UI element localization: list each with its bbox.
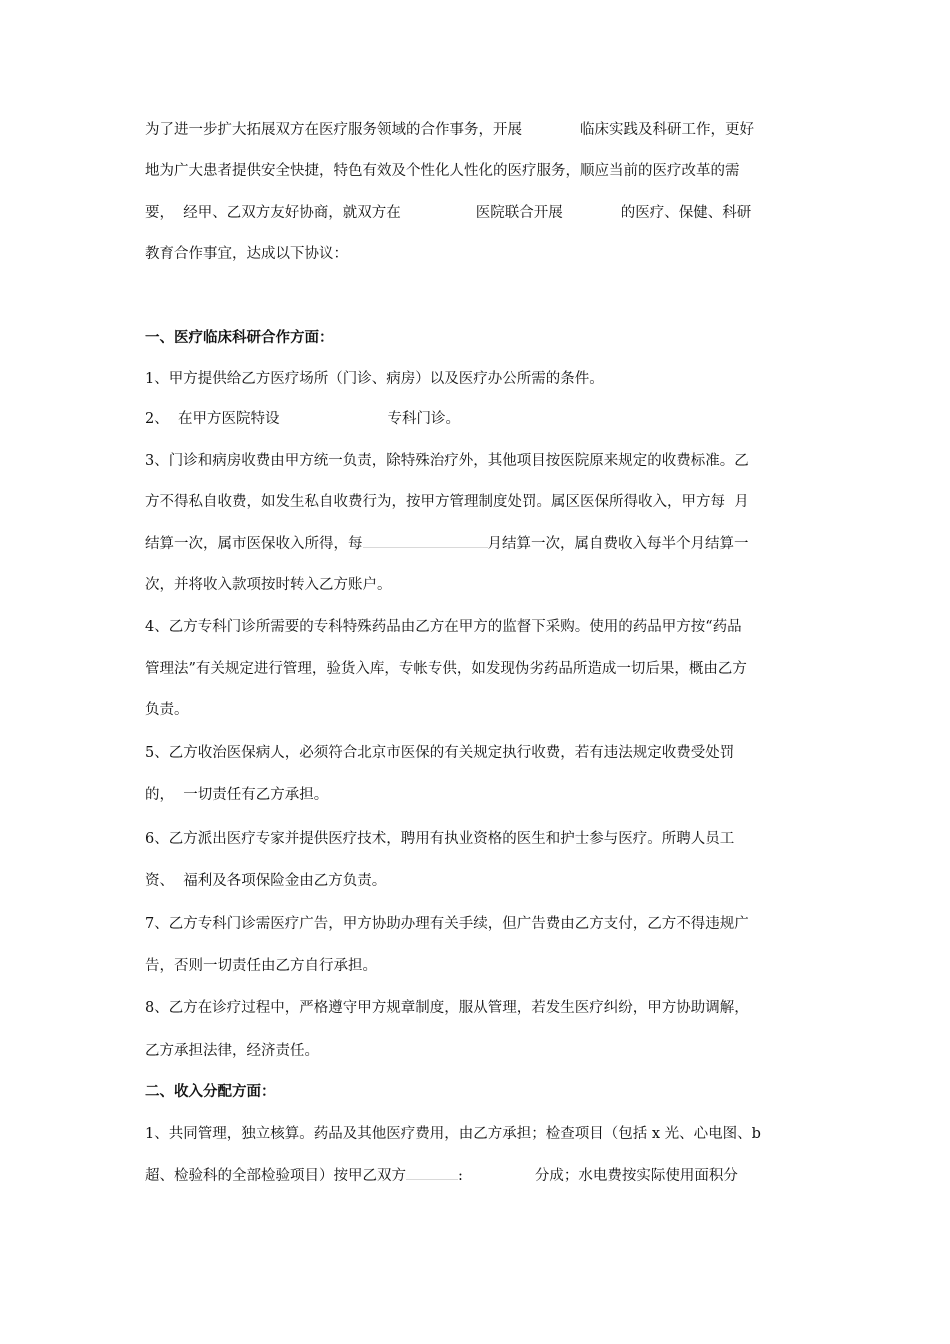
clause-7-line-2: 告，否则一切责任由乙方自行承担。 xyxy=(145,958,377,974)
intro-line-1 xyxy=(145,120,754,140)
clause-6-line-1: 6、乙方派出医疗专家并提供医疗技术，聘用有执业资格的医生和护士参与医疗。所聘人员工 xyxy=(145,831,735,847)
intro-text: 医院联合开展 xyxy=(475,205,563,221)
income-clause-1-line-1: 1、共同管理，独立核算。药品及其他医疗费用，由乙方承担；检查项目（包括 x 光、心电图、b xyxy=(145,1126,761,1142)
clause-1: 1、甲方提供给乙方医疗场所（门诊、病房）以及医疗办公所需的条件。 xyxy=(145,371,604,387)
intro-line-4: 教育合作事宜，达成以下协议： xyxy=(145,246,348,262)
clause-7-line-1: 7、乙方专科门诊需医疗广告，甲方协助办理有关手续，但广告费由乙方支付，乙方不得违规广 xyxy=(145,916,749,932)
clause-3-line-2: 方不得私自收费，如发生私自收费行为，按甲方管理制度处罚。属区医保所得收入，甲方每 月 xyxy=(145,494,749,510)
clause-4-line-3: 负责。 xyxy=(145,702,189,718)
intro-line-2: 地为广大患者提供安全快捷，特色有效及个性化人性化的医疗服务，顺应当前的医疗改革的需 xyxy=(145,163,740,179)
intro-text: 要， 经甲、乙双方友好协商，就双方在 xyxy=(145,205,401,221)
intro-text: 临床实践及科研工作，更好 xyxy=(580,122,754,138)
clause-text: 结算一次，属市医保收入所得，每 xyxy=(145,536,363,552)
clause-3-line-4: 次，并将收入款项按时转入乙方账户。 xyxy=(145,577,392,593)
clause-6-line-2: 资、 福利及各项保险金由乙方负责。 xyxy=(145,873,387,889)
clause-4-line-1: 4、乙方专科门诊所需要的专科特殊药品由乙方在甲方的监督下采购。使用的药品甲方按“药品 xyxy=(145,619,742,635)
clause-text: 专科门诊。 xyxy=(387,411,460,427)
fill-in-blank xyxy=(406,1165,458,1180)
clause-text: : xyxy=(458,1168,463,1184)
clause-text: 月结算一次，属自费收入每半个月结算一 xyxy=(487,536,749,552)
section-heading: 二、收入分配方面： xyxy=(145,1084,276,1100)
clause-2 xyxy=(145,409,460,429)
intro-text: 为了进一步扩大拓展双方在医疗服务领域的合作事务，开展 xyxy=(145,122,522,138)
clause-text: 超、检验科的全部检验项目）按甲乙双方 xyxy=(145,1168,406,1184)
clause-text: 分成；水电费按实际使用面积分 xyxy=(534,1168,738,1184)
clause-3-line-1: 3、门诊和病房收费由甲方统一负责，除特殊治疗外，其他项目按医院原来规定的收费标准。乙 xyxy=(145,453,749,469)
income-clause-1-line-2 xyxy=(145,1165,738,1186)
intro-line-3 xyxy=(145,203,751,223)
clause-5-line-1: 5、乙方收治医保病人，必须符合北京市医保的有关规定执行收费，若有违法规定收费受处罚 xyxy=(145,745,735,761)
clause-4-line-2: 管理法”有关规定进行管理，验货入库，专帐专供，如发现伪劣药品所造成一切后果，概由乙方 xyxy=(145,661,747,677)
clause-5-line-2: 的， 一切责任有乙方承担。 xyxy=(145,787,329,803)
clause-text: 2、 在甲方医院特设 xyxy=(145,411,280,427)
clause-8-line-2: 乙方承担法律，经济责任。 xyxy=(145,1043,319,1059)
section-heading: 一、医疗临床科研合作方面： xyxy=(145,330,334,346)
intro-text: 的医疗、保健、科研 xyxy=(620,205,752,221)
fill-in-blank xyxy=(363,533,488,548)
clause-3-line-3 xyxy=(145,533,749,554)
clause-8-line-1: 8、乙方在诊疗过程中，严格遵守甲方规章制度，服从管理，若发生医疗纠纷，甲方协助调解， xyxy=(145,1000,749,1016)
